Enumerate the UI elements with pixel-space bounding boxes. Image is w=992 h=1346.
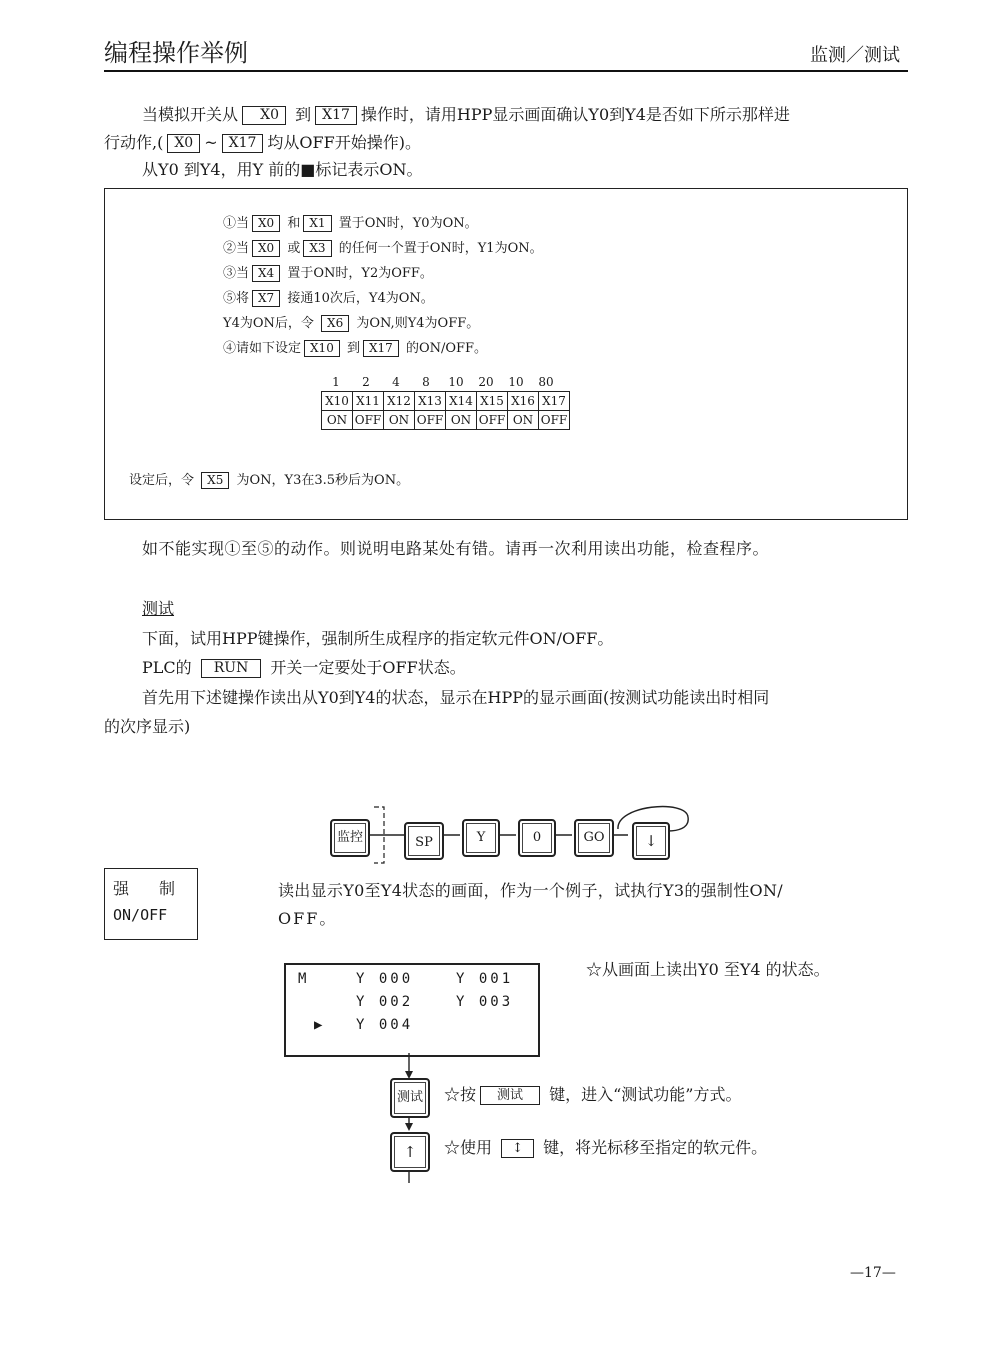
intro-text: 当模拟开关从 [142,105,239,124]
error-note: 如不能实现①至⑤的动作。则说明电路某处有错。请再一次利用读出功能，检查程序。 [142,539,770,558]
key-x17: X17 [315,106,357,125]
force-label-line-1 [113,879,175,899]
y-key[interactable]: Y [462,819,500,857]
step-text: ☆使用 [444,1138,493,1157]
test-heading: 测试 [142,599,175,618]
switch-name: X13 [415,392,446,411]
key-x5: X5 [201,472,229,489]
switch-name: X14 [446,392,477,411]
switch-weight: 80 [538,375,554,389]
lcd-y004: Y 004 [356,1017,414,1033]
spec-text: ①当 [223,216,250,231]
zero-key[interactable]: 0 [518,819,556,857]
spec-text: ③当 [223,266,250,281]
switch-state: ON [446,411,477,430]
key-x7: X7 [252,290,280,307]
spec-text: Y4为ON后，令 [223,316,314,331]
intro-text: 操作时，请用HPP显示画面确认Y0到Y4是否如下所示那样进 [360,105,790,124]
switch-weight: 2 [362,375,370,389]
lcd-y002: Y 002 [356,994,414,1010]
switch-name: X16 [508,392,539,411]
lcd-mode: M [298,971,307,987]
sp-key[interactable]: SP [404,822,444,860]
intro-text: 均从OFF开始操作)。 [267,133,421,152]
key-x0: X0 [242,106,286,125]
step-text: 键，将光标移至指定的软元件。 [543,1138,768,1157]
key-x10: X10 [304,340,340,357]
spec-text: 的ON/OFF。 [405,341,488,356]
key-x0: X0 [252,215,280,232]
switch-name: X10 [322,392,353,411]
test-key[interactable]: 测试 [390,1078,430,1118]
key-x17: X17 [363,340,399,357]
spec-row-last [129,472,409,490]
spec-text: 和 [287,216,301,231]
arrow-up-key[interactable]: ↑ [390,1132,430,1172]
updown-key-inline: ↕ [501,1139,534,1158]
step-1-text [444,1085,742,1105]
header-rule [104,70,908,72]
test-para-3b: 的次序显示) [104,717,191,736]
intro-line-2 [104,133,421,153]
spec-row-5 [223,315,479,333]
spec-row-6 [223,340,487,358]
switch-state: OFF [477,411,508,430]
intro-text: 到 [295,105,312,124]
lcd-cursor: ▶ [314,1017,323,1033]
spec-row-1 [223,215,478,233]
spec-text: ⑤将 [223,291,250,306]
switch-name: X12 [384,392,415,411]
switch-weight: 10 [508,375,524,389]
step-text: ☆按 [444,1085,477,1104]
key-x4: X4 [252,265,280,282]
test-para-2 [142,658,466,678]
step-text: 键，进入“测试功能”方式。 [549,1085,742,1104]
test-key-inline: 测试 [480,1086,540,1105]
switch-state: OFF [353,411,384,430]
switch-weight: 4 [392,375,400,389]
spec-row-2 [223,240,543,258]
key-run: RUN [201,659,262,678]
switch-weight: 10 [448,375,464,389]
spec-text: 置于ON时，Y0为ON。 [338,216,478,231]
force-label-box [104,868,198,940]
spec-text: 或 [287,241,301,256]
page-title: 编程操作举例 [104,39,248,67]
monitor-key[interactable]: 监控 [330,819,370,857]
switch-weight: 20 [478,375,494,389]
intro-line-1 [142,105,790,125]
spec-text: 到 [346,341,360,356]
intro-text: ~ [204,133,218,152]
spec-text: 接通10次后，Y4为ON。 [287,291,434,306]
force-text-1: 读出显示Y0至Y4状态的画面，作为一个例子，试执行Y3的强制性ON/ [278,881,783,900]
spec-text: 为ON，Y3在3.5秒后为ON。 [236,473,410,488]
lcd-y001: Y 001 [456,971,514,987]
switch-name: X17 [539,392,570,411]
switch-weight: 1 [332,375,340,389]
hpp-lcd-display [284,963,540,1057]
test-para-3: 首先用下述键操作读出从Y0到Y4的状态，显示在HPP的显示画面(按测试功能读出时相同 [142,688,770,707]
spec-box [104,188,908,520]
key-x0: X0 [167,134,200,153]
arrow-down-key[interactable]: ↓ [632,822,670,860]
key-x3: X3 [303,240,331,257]
spec-text: 为ON,则Y4为OFF。 [356,316,480,331]
go-key[interactable]: GO [574,819,614,857]
switch-state: OFF [415,411,446,430]
lcd-y003: Y 003 [456,994,514,1010]
test-text: 开关一定要处于OFF状态。 [270,658,466,677]
force-label-char: 制 [159,879,176,898]
step-2-text [444,1138,767,1158]
switch-table [321,373,570,430]
section-title: 监测／测试 [810,45,900,66]
lcd-y000: Y 000 [356,971,414,987]
force-text-2: OFF。 [278,909,338,928]
test-text: PLC的 [142,658,192,677]
switch-state: ON [322,411,353,430]
spec-text: ②当 [223,241,250,256]
test-para-1: 下面，试用HPP键操作，强制所生成程序的指定软元件ON/OFF。 [142,629,614,648]
spec-text: 的任何一个置于ON时，Y1为ON。 [338,241,543,256]
intro-line-3: 从Y0 到Y4，用Y 前的■标记表示ON。 [142,160,423,179]
switch-weight: 8 [422,375,430,389]
spec-row-4 [223,290,434,308]
switch-name: X11 [353,392,384,411]
force-label-char: 强 [113,879,130,898]
spec-text: 置于ON时，Y2为OFF。 [287,266,433,281]
note-read-state: ☆从画面上读出Y0 至Y4 的状态。 [586,960,830,979]
key-x17: X17 [222,134,264,153]
key-x1: X1 [303,215,331,232]
switch-state: OFF [539,411,570,430]
spec-text: 设定后，令 [129,473,195,488]
switch-state: ON [384,411,415,430]
page-number: —17— [850,1265,896,1281]
key-x6: X6 [321,315,349,332]
switch-name: X15 [477,392,508,411]
intro-text: 行动作,( [104,133,164,152]
force-label-line-2: ON/OFF [113,906,168,924]
switch-state: ON [508,411,539,430]
spec-row-3 [223,265,433,283]
key-x0: X0 [252,240,280,257]
spec-text: ④请如下设定 [223,341,302,356]
